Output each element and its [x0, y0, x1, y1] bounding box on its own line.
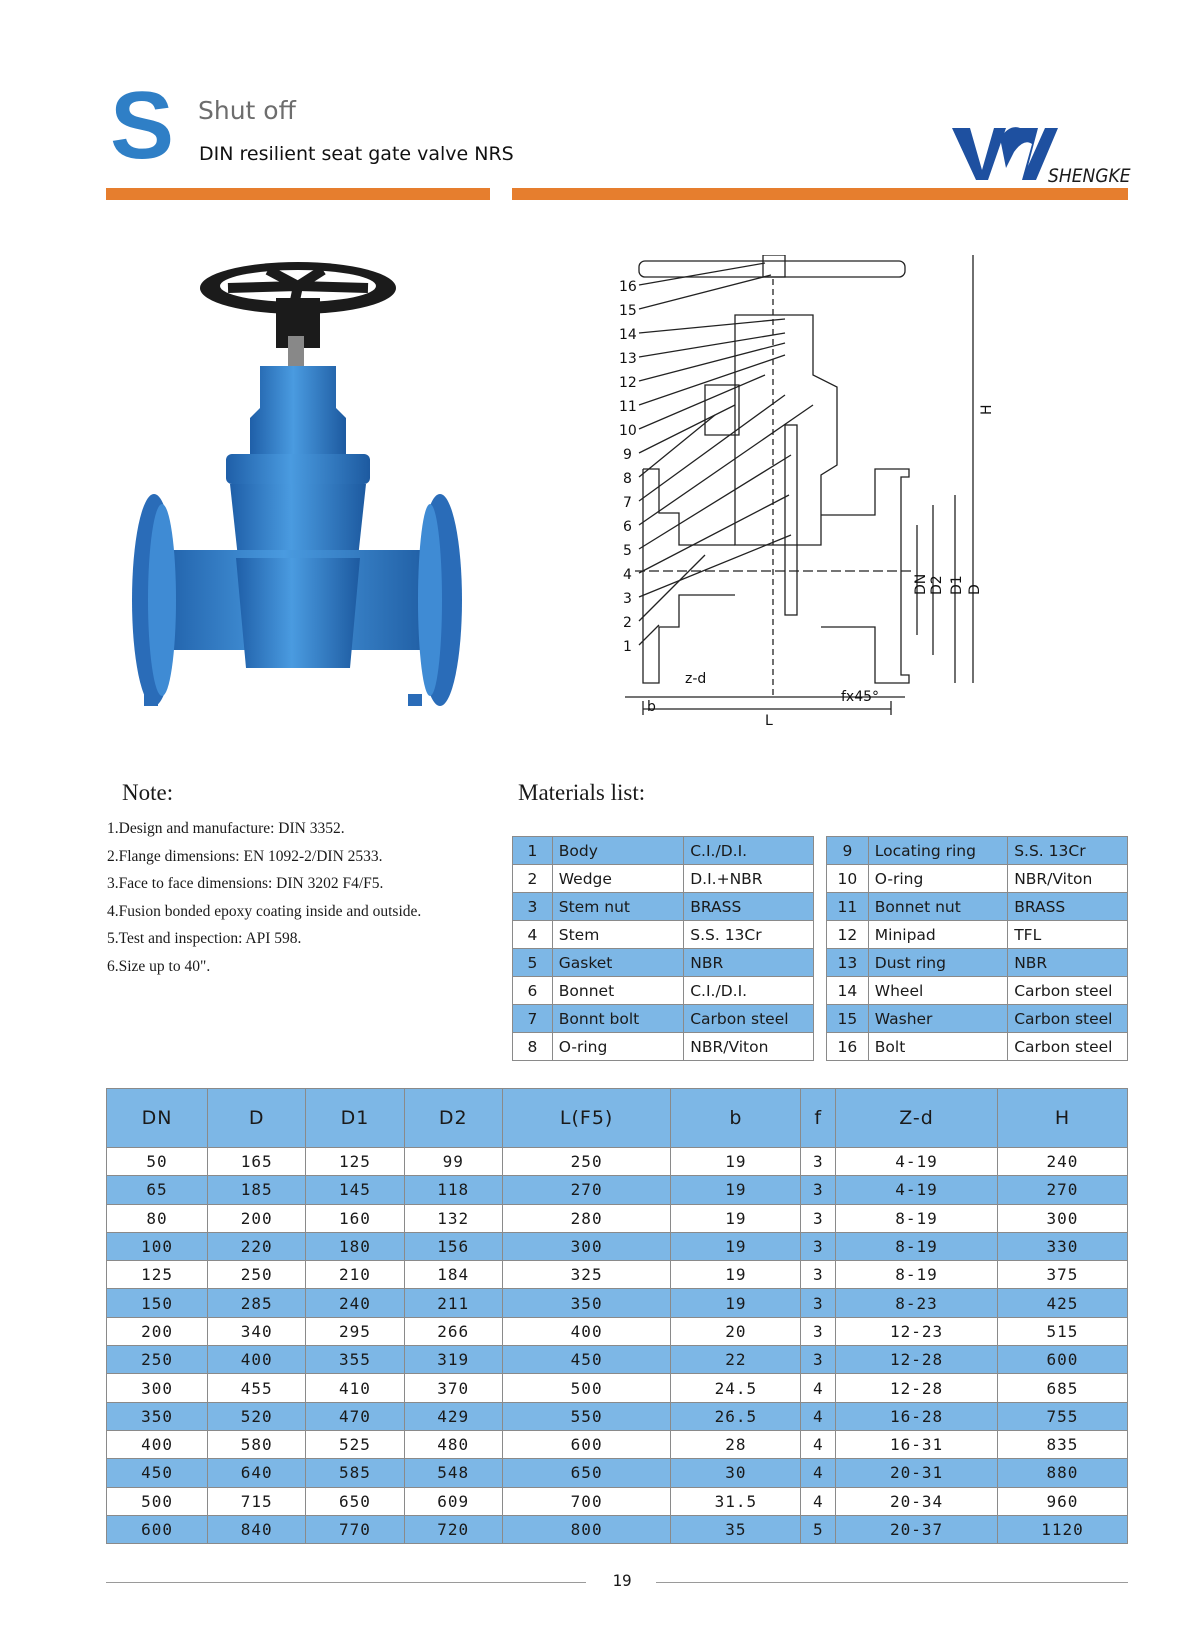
dimension-cell: 4 — [801, 1374, 836, 1402]
part-label: 12 — [619, 375, 637, 391]
part-no: 7 — [513, 1005, 553, 1033]
dimension-cell: 3 — [801, 1346, 836, 1374]
part-label: 11 — [619, 399, 637, 415]
dimension-cell: 3 — [801, 1261, 836, 1289]
dimension-cell: 330 — [997, 1232, 1127, 1260]
part-material: BRASS — [684, 893, 814, 921]
part-label: 16 — [619, 279, 637, 295]
note-item: 4.Fusion bonded epoxy coating inside and outside. — [107, 902, 422, 920]
dimension-cell: 8-23 — [836, 1289, 998, 1317]
dimensions-header-row — [107, 1089, 1128, 1148]
dimension-cell: 99 — [404, 1148, 502, 1176]
dimensions-row — [107, 1261, 1128, 1289]
part-name: Dust ring — [868, 949, 1007, 977]
dimension-cell: 835 — [997, 1430, 1127, 1458]
part-label: 15 — [619, 303, 637, 319]
dimensions-row — [107, 1204, 1128, 1232]
dimension-cell: 355 — [306, 1346, 404, 1374]
dimensions-body — [107, 1148, 1128, 1544]
label-DN: DN — [913, 573, 929, 595]
dimension-cell: 211 — [404, 1289, 502, 1317]
dimension-cell: 118 — [404, 1176, 502, 1204]
part-no: 16 — [827, 1033, 869, 1061]
dimension-cell: 650 — [502, 1459, 671, 1487]
dimension-cell: 410 — [306, 1374, 404, 1402]
material-row — [827, 865, 1128, 893]
part-material: S.S. 13Cr — [684, 921, 814, 949]
material-row — [513, 865, 814, 893]
materials-title: Materials list: — [518, 780, 646, 805]
dimension-cell: 520 — [208, 1402, 306, 1430]
column-header: b — [671, 1089, 801, 1148]
material-row — [513, 1005, 814, 1033]
material-row — [827, 977, 1128, 1005]
dimension-cell: 3 — [801, 1232, 836, 1260]
dimension-cell: 755 — [997, 1402, 1127, 1430]
dimension-cell: 270 — [997, 1176, 1127, 1204]
dimensions-row — [107, 1232, 1128, 1260]
part-material: C.I./D.I. — [684, 837, 814, 865]
dimension-cell: 200 — [107, 1317, 208, 1345]
part-material: NBR/Viton — [1008, 865, 1128, 893]
part-no: 5 — [513, 949, 553, 977]
part-label: 5 — [623, 543, 632, 559]
dimension-cell: 4-19 — [836, 1148, 998, 1176]
part-material: TFL — [1008, 921, 1128, 949]
part-material: Carbon steel — [1008, 1033, 1128, 1061]
dimension-cell: 548 — [404, 1459, 502, 1487]
label-fx45: fx45° — [841, 689, 880, 705]
part-label: 7 — [623, 495, 632, 511]
dimension-cell: 35 — [671, 1515, 801, 1543]
dimension-cell: 240 — [306, 1289, 404, 1317]
material-row — [827, 1033, 1128, 1061]
dimension-cell: 125 — [107, 1261, 208, 1289]
dimension-cell: 300 — [997, 1204, 1127, 1232]
part-label: 13 — [619, 351, 637, 367]
part-material: D.I.+NBR — [684, 865, 814, 893]
dimension-cell: 19 — [671, 1176, 801, 1204]
part-name: Washer — [868, 1005, 1007, 1033]
part-name: Body — [552, 837, 683, 865]
note-item: 3.Face to face dimensions: DIN 3202 F4/F5. — [107, 875, 384, 892]
part-no: 13 — [827, 949, 869, 977]
dimension-cell: 450 — [107, 1459, 208, 1487]
column-header: H — [997, 1089, 1127, 1148]
dimensions-row — [107, 1148, 1128, 1176]
dimension-cell: 160 — [306, 1204, 404, 1232]
part-name: Stem nut — [552, 893, 683, 921]
label-L: L — [765, 713, 773, 729]
dimension-cell: 525 — [306, 1430, 404, 1458]
dimensions-row — [107, 1402, 1128, 1430]
dimension-cell: 220 — [208, 1232, 306, 1260]
dimension-cell: 184 — [404, 1261, 502, 1289]
dimensions-row — [107, 1515, 1128, 1543]
part-label: 14 — [619, 327, 637, 343]
dimension-cell: 125 — [306, 1148, 404, 1176]
dimension-cell: 240 — [997, 1148, 1127, 1176]
dimension-cell: 650 — [306, 1487, 404, 1515]
dimension-cell: 715 — [208, 1487, 306, 1515]
dimension-cell: 500 — [502, 1374, 671, 1402]
dimension-cell: 30 — [671, 1459, 801, 1487]
dimension-cell: 20-37 — [836, 1515, 998, 1543]
dimension-cell: 285 — [208, 1289, 306, 1317]
label-b: b — [647, 699, 656, 715]
material-row — [513, 837, 814, 865]
dimension-cell: 80 — [107, 1204, 208, 1232]
dimension-cell: 145 — [306, 1176, 404, 1204]
dimension-cell: 19 — [671, 1232, 801, 1260]
column-header: DN — [107, 1089, 208, 1148]
dimension-cell: 24.5 — [671, 1374, 801, 1402]
category-title: Shut off — [198, 96, 296, 125]
note-item: 5.Test and inspection: API 598. — [107, 930, 302, 947]
dimension-cell: 609 — [404, 1487, 502, 1515]
dimension-cell: 600 — [107, 1515, 208, 1543]
part-no: 6 — [513, 977, 553, 1005]
dimension-cell: 19 — [671, 1204, 801, 1232]
brand-name: SHENGKE — [1048, 165, 1131, 187]
part-label: 2 — [623, 615, 632, 631]
dimension-cell: 280 — [502, 1204, 671, 1232]
material-row — [827, 837, 1128, 865]
dimension-cell: 295 — [306, 1317, 404, 1345]
dimension-cell: 150 — [107, 1289, 208, 1317]
dimension-cell: 429 — [404, 1402, 502, 1430]
part-no: 3 — [513, 893, 553, 921]
dimension-cell: 580 — [208, 1430, 306, 1458]
part-material: C.I./D.I. — [684, 977, 814, 1005]
dimension-cell: 300 — [107, 1374, 208, 1402]
part-no: 14 — [827, 977, 869, 1005]
dimension-cell: 685 — [997, 1374, 1127, 1402]
section-letter: S — [110, 72, 173, 179]
dimension-cell: 350 — [107, 1402, 208, 1430]
dimension-cell: 770 — [306, 1515, 404, 1543]
dimension-cell: 270 — [502, 1176, 671, 1204]
header-rule-left — [106, 188, 490, 200]
part-no: 1 — [513, 837, 553, 865]
label-D1: D1 — [949, 575, 965, 595]
material-row — [827, 1005, 1128, 1033]
part-name: Bolt — [868, 1033, 1007, 1061]
dimension-cell: 4 — [801, 1402, 836, 1430]
dimension-cell: 800 — [502, 1515, 671, 1543]
part-label: 1 — [623, 639, 632, 655]
part-material: S.S. 13Cr — [1008, 837, 1128, 865]
part-no: 9 — [827, 837, 869, 865]
dimension-cell: 210 — [306, 1261, 404, 1289]
dimension-cell: 4 — [801, 1487, 836, 1515]
dimension-cell: 19 — [671, 1261, 801, 1289]
materials-table-right — [826, 836, 1128, 1061]
dimension-cell: 3 — [801, 1176, 836, 1204]
part-name: Stem — [552, 921, 683, 949]
part-name: Wheel — [868, 977, 1007, 1005]
dimension-cell: 3 — [801, 1204, 836, 1232]
material-row — [827, 921, 1128, 949]
valve-section-drawing — [615, 255, 1065, 745]
dimension-cell: 515 — [997, 1317, 1127, 1345]
part-no: 2 — [513, 865, 553, 893]
dimension-cell: 165 — [208, 1148, 306, 1176]
dimension-cell: 4 — [801, 1430, 836, 1458]
part-name: Gasket — [552, 949, 683, 977]
dimension-cell: 250 — [502, 1148, 671, 1176]
footer-rule-right — [656, 1582, 1128, 1583]
label-D2: D2 — [929, 575, 945, 595]
dimension-cell: 20-31 — [836, 1459, 998, 1487]
dimensions-table — [106, 1088, 1128, 1544]
dimension-cell: 250 — [208, 1261, 306, 1289]
brand-logo — [950, 122, 1135, 190]
column-header: f — [801, 1089, 836, 1148]
part-label: 9 — [623, 447, 632, 463]
dimension-cell: 20-34 — [836, 1487, 998, 1515]
column-header: D1 — [306, 1089, 404, 1148]
dimension-cell: 960 — [997, 1487, 1127, 1515]
material-row — [513, 921, 814, 949]
dimension-cell: 400 — [208, 1346, 306, 1374]
dimension-cell: 12-28 — [836, 1346, 998, 1374]
part-no: 12 — [827, 921, 869, 949]
dimensions-row — [107, 1317, 1128, 1345]
dimension-cell: 455 — [208, 1374, 306, 1402]
dimension-cell: 450 — [502, 1346, 671, 1374]
dimensions-row — [107, 1430, 1128, 1458]
dimension-cell: 31.5 — [671, 1487, 801, 1515]
part-material: NBR — [1008, 949, 1128, 977]
part-label: 4 — [623, 567, 632, 583]
part-name: Minipad — [868, 921, 1007, 949]
dimension-cell: 425 — [997, 1289, 1127, 1317]
dimension-cell: 3 — [801, 1317, 836, 1345]
label-H: H — [979, 404, 995, 415]
dimension-cell: 325 — [502, 1261, 671, 1289]
valve-photo — [118, 258, 478, 748]
dimension-cell: 50 — [107, 1148, 208, 1176]
notes-list — [107, 815, 421, 980]
part-label: 3 — [623, 591, 632, 607]
part-material: Carbon steel — [684, 1005, 814, 1033]
dimension-cell: 16-31 — [836, 1430, 998, 1458]
dimension-cell: 370 — [404, 1374, 502, 1402]
material-row — [513, 949, 814, 977]
dimension-cell: 350 — [502, 1289, 671, 1317]
dimensions-row — [107, 1374, 1128, 1402]
page-number: 19 — [612, 1571, 632, 1590]
dimension-cell: 100 — [107, 1232, 208, 1260]
part-name: Bonnt bolt — [552, 1005, 683, 1033]
dimension-cell: 880 — [997, 1459, 1127, 1487]
part-no: 8 — [513, 1033, 553, 1061]
dimension-cell: 300 — [502, 1232, 671, 1260]
dimension-cell: 3 — [801, 1289, 836, 1317]
part-label: 6 — [623, 519, 632, 535]
dimensions-row — [107, 1487, 1128, 1515]
dimension-cell: 720 — [404, 1515, 502, 1543]
part-name: Wedge — [552, 865, 683, 893]
dimensions-row — [107, 1346, 1128, 1374]
dimension-cell: 28 — [671, 1430, 801, 1458]
dimension-cell: 470 — [306, 1402, 404, 1430]
part-name: Bonnet nut — [868, 893, 1007, 921]
dimension-cell: 840 — [208, 1515, 306, 1543]
dimensions-row — [107, 1289, 1128, 1317]
part-no: 4 — [513, 921, 553, 949]
dimension-cell: 8-19 — [836, 1232, 998, 1260]
dimension-cell: 550 — [502, 1402, 671, 1430]
column-header: Z-d — [836, 1089, 998, 1148]
dimension-cell: 3 — [801, 1148, 836, 1176]
part-material: Carbon steel — [1008, 977, 1128, 1005]
dimensions-row — [107, 1176, 1128, 1204]
part-material: NBR — [684, 949, 814, 977]
materials-table-left — [512, 836, 814, 1061]
part-no: 10 — [827, 865, 869, 893]
part-no: 11 — [827, 893, 869, 921]
dimension-cell: 8-19 — [836, 1261, 998, 1289]
dimension-cell: 4-19 — [836, 1176, 998, 1204]
dimension-cell: 480 — [404, 1430, 502, 1458]
dimension-cell: 585 — [306, 1459, 404, 1487]
material-row — [827, 893, 1128, 921]
notes-title: Note: — [122, 780, 174, 805]
part-name: O-ring — [552, 1033, 683, 1061]
product-title: DIN resilient seat gate valve NRS — [199, 143, 514, 165]
dimension-cell: 250 — [107, 1346, 208, 1374]
dimension-cell: 132 — [404, 1204, 502, 1232]
dimension-cell: 340 — [208, 1317, 306, 1345]
part-no: 15 — [827, 1005, 869, 1033]
dimension-cell: 16-28 — [836, 1402, 998, 1430]
dimension-cell: 22 — [671, 1346, 801, 1374]
dimension-cell: 600 — [997, 1346, 1127, 1374]
column-header: L(F5) — [502, 1089, 671, 1148]
note-item: 6.Size up to 40". — [107, 957, 211, 975]
column-header: D — [208, 1089, 306, 1148]
part-material: BRASS — [1008, 893, 1128, 921]
label-D: D — [967, 584, 983, 595]
dimension-cell: 375 — [997, 1261, 1127, 1289]
dimension-cell: 12-23 — [836, 1317, 998, 1345]
part-label: 10 — [619, 423, 637, 439]
note-item: 2.Flange dimensions: EN 1092-2/DIN 2533. — [107, 847, 383, 865]
dimension-cell: 26.5 — [671, 1402, 801, 1430]
label-z-d: z-d — [685, 671, 707, 687]
part-name: O-ring — [868, 865, 1007, 893]
dimension-cell: 700 — [502, 1487, 671, 1515]
dimension-cell: 12-28 — [836, 1374, 998, 1402]
dimension-cell: 266 — [404, 1317, 502, 1345]
material-row — [827, 949, 1128, 977]
dimension-cell: 65 — [107, 1176, 208, 1204]
dimension-cell: 600 — [502, 1430, 671, 1458]
dimension-cell: 180 — [306, 1232, 404, 1260]
dimension-cell: 19 — [671, 1148, 801, 1176]
dimension-cell: 400 — [107, 1430, 208, 1458]
part-label: 8 — [623, 471, 632, 487]
part-material: Carbon steel — [1008, 1005, 1128, 1033]
dimension-cell: 1120 — [997, 1515, 1127, 1543]
dimension-cell: 200 — [208, 1204, 306, 1232]
dimensions-row — [107, 1459, 1128, 1487]
dimension-cell: 156 — [404, 1232, 502, 1260]
dimension-cell: 5 — [801, 1515, 836, 1543]
footer-rule-left — [106, 1582, 586, 1583]
column-header: D2 — [404, 1089, 502, 1148]
part-name: Bonnet — [552, 977, 683, 1005]
material-row — [513, 1033, 814, 1061]
part-material: NBR/Viton — [684, 1033, 814, 1061]
dimension-cell: 185 — [208, 1176, 306, 1204]
dimension-cell: 4 — [801, 1459, 836, 1487]
dimension-cell: 19 — [671, 1289, 801, 1317]
dimension-cell: 640 — [208, 1459, 306, 1487]
dimension-cell: 319 — [404, 1346, 502, 1374]
note-item: 1.Design and manufacture: DIN 3352. — [107, 820, 345, 837]
material-row — [513, 977, 814, 1005]
dimension-cell: 400 — [502, 1317, 671, 1345]
material-row — [513, 893, 814, 921]
dimension-cell: 20 — [671, 1317, 801, 1345]
dimension-cell: 500 — [107, 1487, 208, 1515]
dimension-cell: 8-19 — [836, 1204, 998, 1232]
part-name: Locating ring — [868, 837, 1007, 865]
